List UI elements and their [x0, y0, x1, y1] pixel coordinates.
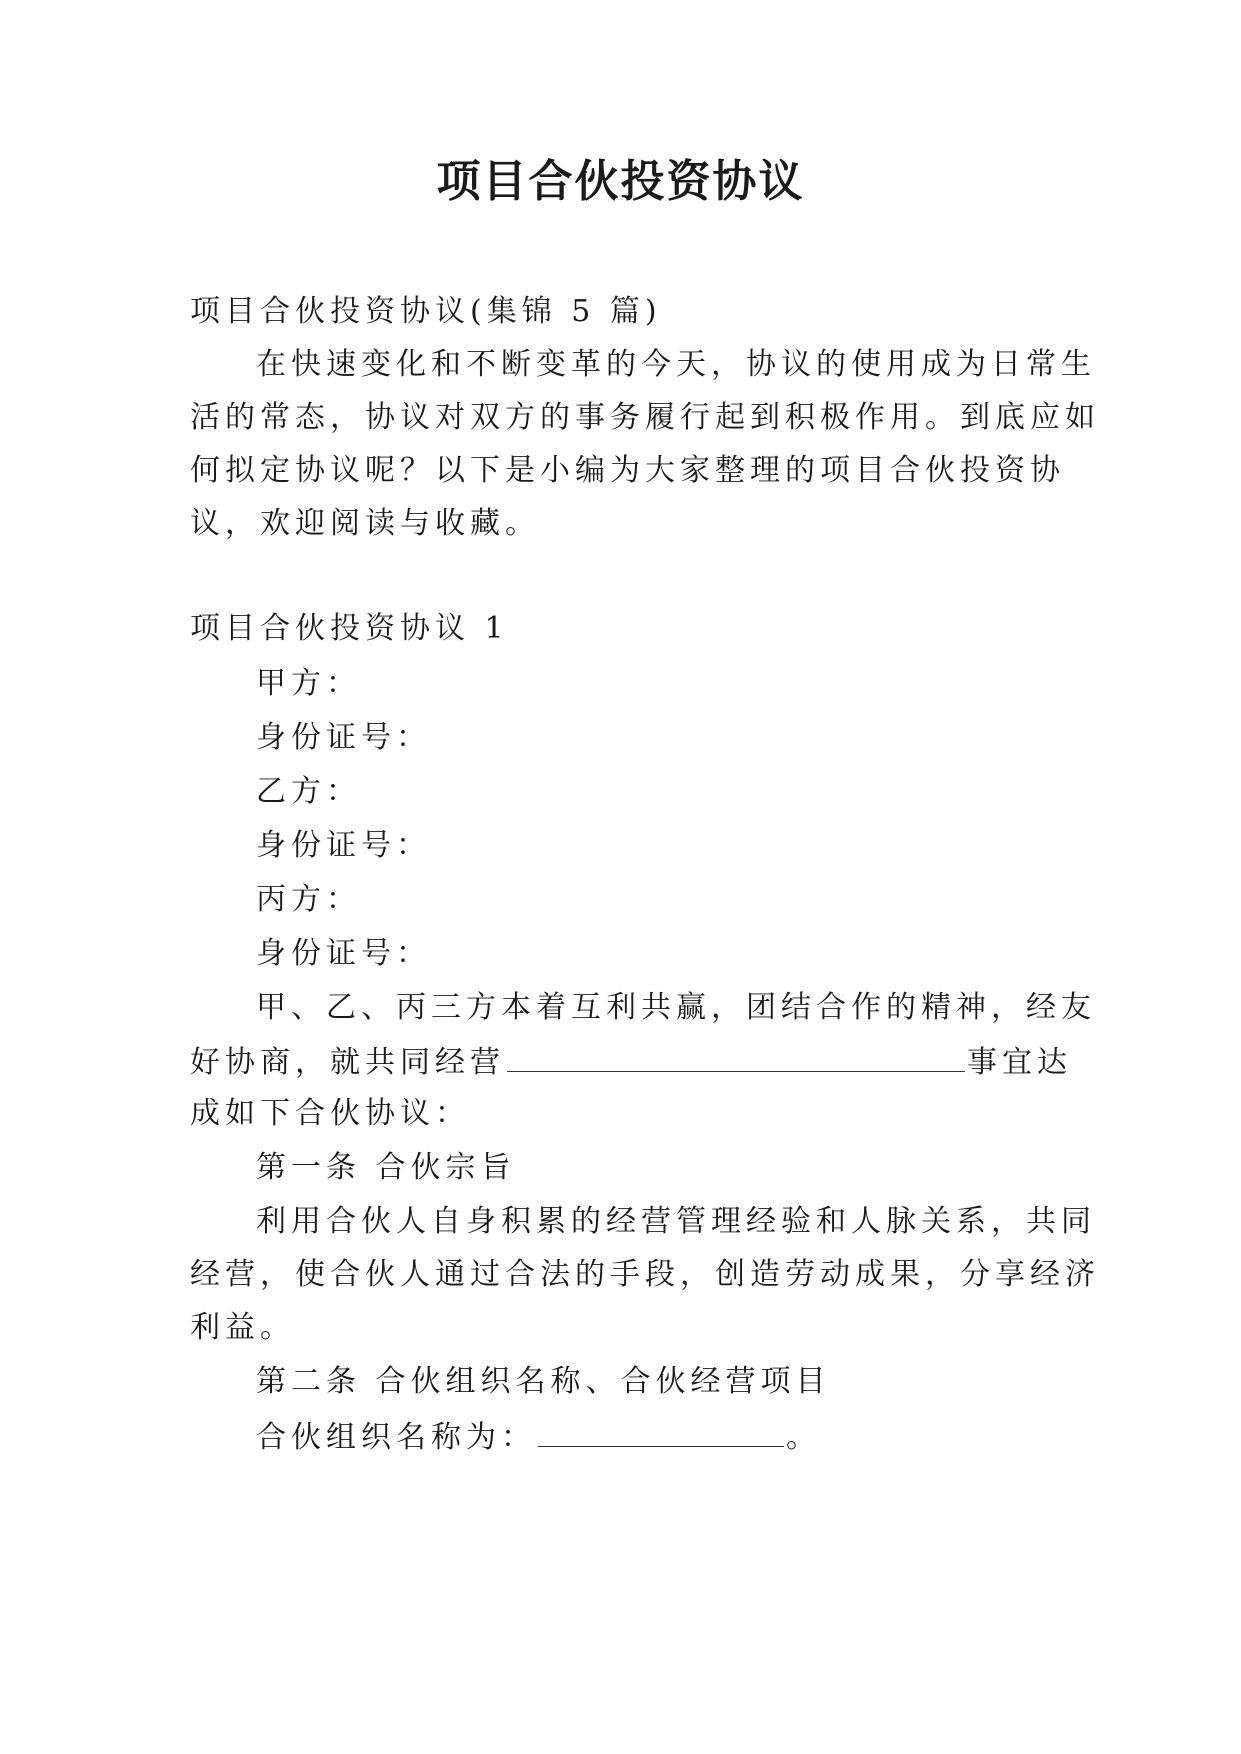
intro-line-4: 议，欢迎阅读与收藏。 — [190, 506, 540, 541]
intro-line-2: 活的常态，协议对双方的事务履行起到积极作用。到底应如 — [190, 400, 1100, 435]
partnership-name-blank — [538, 1416, 784, 1447]
partnership-name-label: 合伙组织名称为： — [256, 1420, 536, 1455]
article-1-line-3: 利益。 — [190, 1310, 295, 1345]
business-name-blank — [507, 1041, 965, 1072]
article-2-name-line — [256, 1416, 821, 1458]
intro-line-1: 在快速变化和不断变革的今天，协议的使用成为日常生 — [256, 347, 1096, 382]
party-a-label: 甲方： — [256, 666, 361, 701]
preamble-line-2 — [190, 1041, 1072, 1083]
article-1-line-2: 经营，使合伙人通过合法的手段，创造劳动成果，分享经济 — [190, 1257, 1100, 1292]
party-b-id-label: 身份证号： — [256, 828, 431, 863]
party-a-id-label: 身份证号： — [256, 720, 431, 755]
party-b-label: 乙方： — [256, 774, 361, 809]
preamble-line-1: 甲、乙、丙三方本着互利共赢，团结合作的精神，经友 — [256, 990, 1096, 1025]
document-title: 项目合伙投资协议 — [436, 156, 805, 207]
preamble-text-after-blank: 事宜达 — [967, 1045, 1072, 1080]
document-subtitle: 项目合伙投资协议(集锦 5 篇) — [190, 294, 662, 329]
party-c-label: 丙方： — [256, 882, 361, 917]
partnership-name-end: 。 — [786, 1420, 821, 1455]
party-c-id-label: 身份证号： — [256, 936, 431, 971]
preamble-text-before-blank: 好协商，就共同经营 — [190, 1045, 505, 1080]
article-1-heading: 第一条 合伙宗旨 — [256, 1150, 516, 1185]
preamble-line-3: 成如下合伙协议： — [190, 1096, 470, 1131]
article-1-line-1: 利用合伙人自身积累的经营管理经验和人脉关系，共同 — [256, 1204, 1096, 1239]
intro-line-3: 何拟定协议呢？以下是小编为大家整理的项目合伙投资协 — [190, 453, 1065, 488]
article-2-heading: 第二条 合伙组织名称、合伙经营项目 — [256, 1364, 831, 1399]
section-heading: 项目合伙投资协议 1 — [190, 611, 509, 646]
